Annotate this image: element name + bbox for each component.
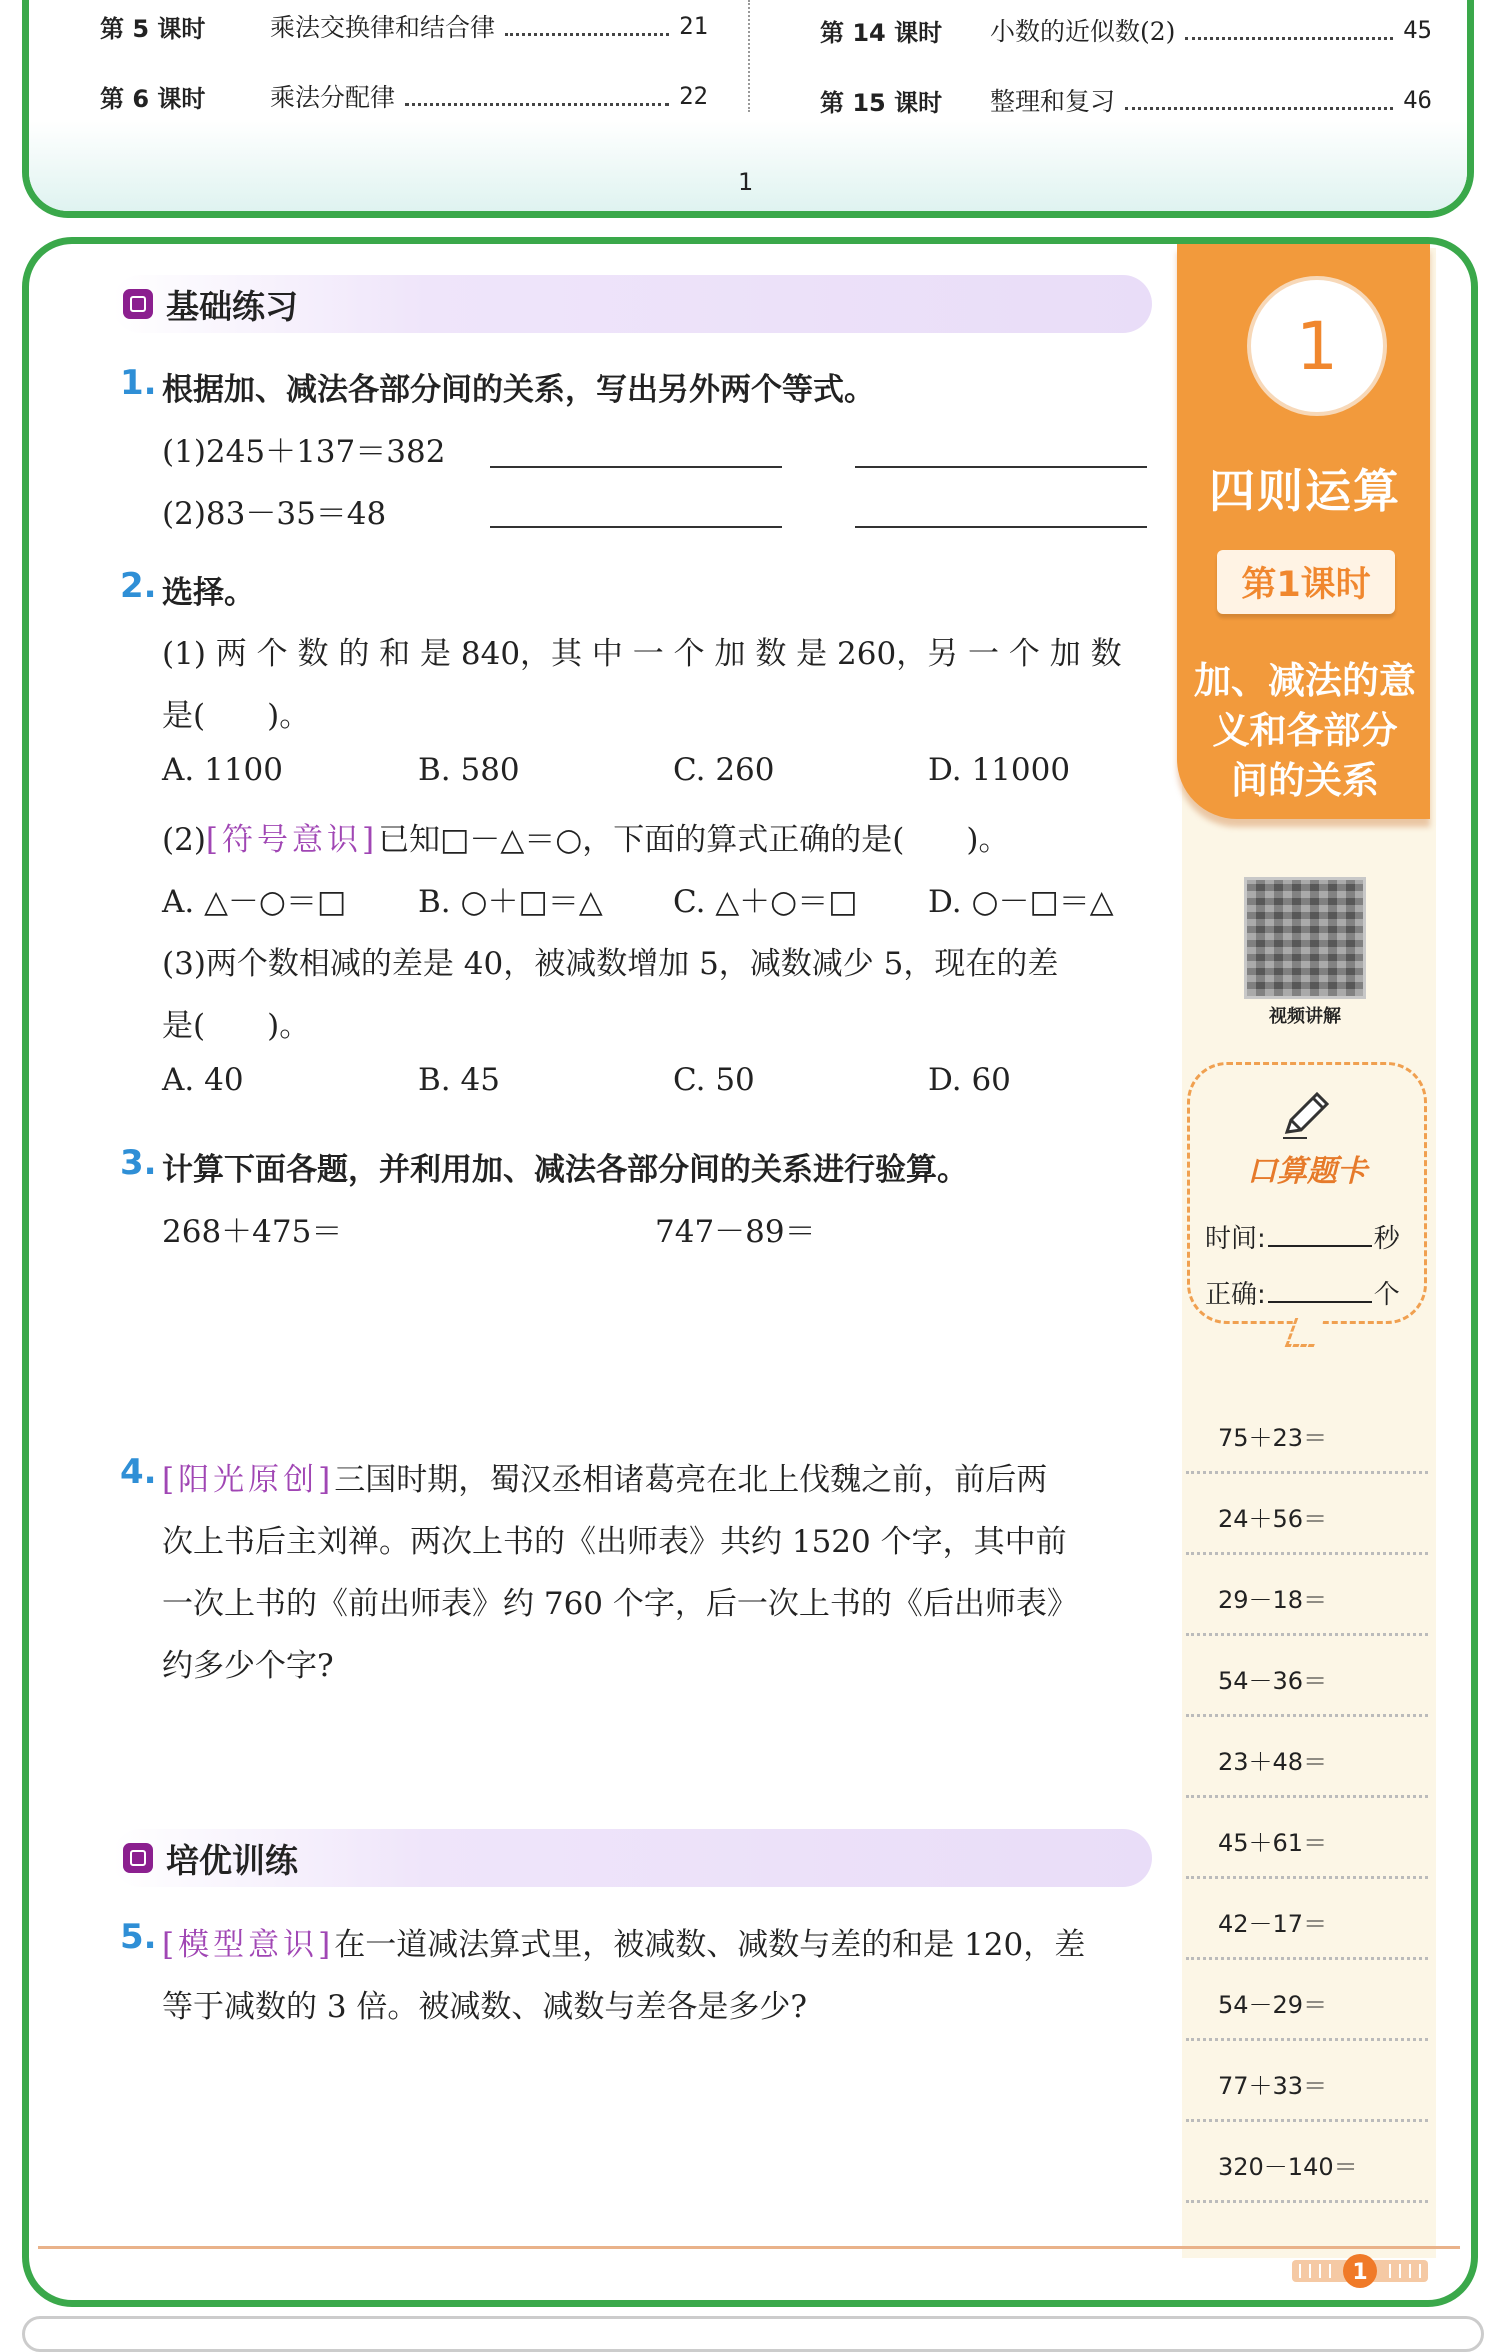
toc-lesson: 第 14 课时 xyxy=(820,18,943,47)
toc-title: 乘法交换律和结合律 xyxy=(270,13,496,42)
option[interactable]: B. ○＋□＝△ xyxy=(418,884,603,920)
option[interactable]: C. △＋○＝□ xyxy=(673,884,858,920)
skill-tag: [符号意识] xyxy=(205,822,379,858)
question-line: 是( )。 xyxy=(162,1008,311,1044)
lesson-desc-line: 加、减法的意 xyxy=(1194,659,1416,702)
question-text: 根据加、减法各部分间的关系，写出另外两个等式。 xyxy=(162,372,875,408)
option[interactable]: B. 580 xyxy=(418,752,520,788)
calc-expression: 54－36＝ xyxy=(1218,1667,1328,1695)
calc-item[interactable] xyxy=(1186,1880,1428,1960)
question-line: 次上书后主刘禅。两次上书的《出师表》共约 1520 个字，其中前 xyxy=(162,1524,1067,1560)
option[interactable]: D. 60 xyxy=(928,1062,1011,1098)
question-line: 约多少个字? xyxy=(162,1648,334,1684)
calc-expression: 42－17＝ xyxy=(1218,1910,1328,1938)
toc-page: 22 xyxy=(679,82,708,110)
toc-row[interactable] xyxy=(820,10,1432,50)
lesson-desc-line: 间的关系 xyxy=(1231,759,1379,802)
question-number: 2. xyxy=(120,566,157,606)
calc-expression: 29－18＝ xyxy=(1218,1586,1328,1614)
time-field[interactable] xyxy=(1205,1218,1400,1255)
calc-item[interactable] xyxy=(1186,1475,1428,1555)
calc-divider xyxy=(1186,1552,1428,1555)
answer-line[interactable] xyxy=(855,526,1147,528)
lesson-desc-line: 义和各部分 xyxy=(1212,709,1398,752)
toc-dots xyxy=(1185,21,1393,40)
toc-page: 46 xyxy=(1403,86,1432,114)
toc-lesson: 第 6 课时 xyxy=(100,84,206,113)
calc-item[interactable] xyxy=(1186,1799,1428,1879)
option[interactable]: D. 11000 xyxy=(928,752,1071,788)
calc-expression: 23＋48＝ xyxy=(1218,1748,1328,1776)
chapter-number-badge: 1 xyxy=(1247,276,1387,416)
calc-item[interactable] xyxy=(1186,1637,1428,1717)
pencil-icon xyxy=(1277,1086,1337,1142)
toc-page: 21 xyxy=(679,12,708,40)
calc-divider xyxy=(1186,1714,1428,1717)
calc-item[interactable] xyxy=(1186,1556,1428,1636)
calc-divider xyxy=(1186,2038,1428,2041)
toc-page-number: 1 xyxy=(738,168,754,196)
toc-bottom-band xyxy=(29,121,1467,211)
question-number: 3. xyxy=(120,1143,157,1183)
expression: 747－89＝ xyxy=(655,1214,816,1250)
calc-divider xyxy=(1186,2119,1428,2122)
question-line: 一次上书的《前出师表》约 760 个字，后一次上书的《后出师表》 xyxy=(162,1586,1078,1622)
toc-lesson: 第 15 课时 xyxy=(820,88,943,117)
calc-divider xyxy=(1186,1633,1428,1636)
answer-line[interactable] xyxy=(490,466,782,468)
option[interactable]: A. 1100 xyxy=(162,752,283,788)
toc-dots xyxy=(1125,91,1393,110)
question-text: 已知□－△＝○，下面的算式正确的是( )。 xyxy=(378,822,1010,858)
oral-card-title: 口算题卡 xyxy=(1247,1154,1367,1189)
option[interactable]: D. ○－□＝△ xyxy=(928,884,1114,920)
question-number: 1. xyxy=(120,363,157,403)
time-label: 时间: xyxy=(1205,1224,1266,1254)
calc-expression: 320－140＝ xyxy=(1218,2153,1358,2181)
time-unit: 秒 xyxy=(1373,1224,1400,1254)
toc-page: 45 xyxy=(1403,16,1432,44)
question-line xyxy=(162,1919,1085,1964)
skill-tag: [模型意识] xyxy=(162,1927,335,1963)
equation: (2)83－35＝48 xyxy=(162,496,387,532)
section-icon xyxy=(123,1843,153,1873)
calc-item[interactable] xyxy=(1186,2123,1428,2203)
question-line: (1) 两 个 数 的 和 是 840，其 中 一 个 加 数 是 260，另 一 个 加 数 xyxy=(162,636,1122,672)
time-blank[interactable] xyxy=(1268,1245,1372,1247)
toc-dots xyxy=(505,17,669,36)
calc-divider xyxy=(1186,2200,1428,2203)
calc-divider xyxy=(1186,1957,1428,1960)
calc-expression: 77＋33＝ xyxy=(1218,2072,1328,2100)
footer-page-number: 1 xyxy=(1352,2260,1368,2285)
calc-expression: 24＋56＝ xyxy=(1218,1505,1328,1533)
calc-item[interactable] xyxy=(1186,2042,1428,2122)
question-text: 选择。 xyxy=(162,575,255,611)
answer-line[interactable] xyxy=(855,466,1147,468)
question-number: 4. xyxy=(120,1452,157,1492)
question-line: 是( )。 xyxy=(162,698,311,734)
question-text: 三国时期，蜀汉丞相诸葛亮在北上伐魏之前，前后两 xyxy=(334,1462,1048,1498)
section-icon xyxy=(123,289,153,319)
toc-lesson: 第 5 课时 xyxy=(100,14,206,43)
toc-row[interactable] xyxy=(100,76,708,116)
footer-rule xyxy=(38,2246,1460,2249)
qr-code[interactable] xyxy=(1244,877,1366,999)
toc-title: 整理和复习 xyxy=(990,87,1116,116)
toc-title: 小数的近似数(2) xyxy=(990,17,1176,46)
section-title: 培优训练 xyxy=(166,1841,298,1880)
lesson-badge: 第1课时 xyxy=(1217,550,1395,614)
correct-unit: 个 xyxy=(1373,1280,1400,1310)
question-line xyxy=(162,1454,1047,1499)
option[interactable]: C. 260 xyxy=(673,752,775,788)
correct-blank[interactable] xyxy=(1268,1301,1372,1303)
toc-row[interactable] xyxy=(820,80,1432,120)
question-line: (3)两个数相减的差是 40，被减数增加 5，减数减少 5，现在的差 xyxy=(162,946,1059,982)
calc-item[interactable] xyxy=(1186,1394,1428,1474)
toc-dots xyxy=(405,87,669,106)
answer-line[interactable] xyxy=(490,526,782,528)
option[interactable]: A. △－○＝□ xyxy=(162,884,347,920)
skill-tag: [阳光原创] xyxy=(162,1462,335,1498)
calc-item[interactable] xyxy=(1186,1961,1428,2041)
calc-expression: 54－29＝ xyxy=(1218,1991,1328,2019)
qr-label: 视频讲解 xyxy=(1269,1006,1341,1027)
section-title: 基础练习 xyxy=(166,287,298,326)
lesson-description xyxy=(1180,656,1430,806)
equation: (1)245＋137＝382 xyxy=(162,434,446,470)
toc-row[interactable] xyxy=(100,6,708,46)
page-number-badge xyxy=(1290,2252,1430,2290)
chapter-name: 四则运算 xyxy=(1209,464,1401,518)
expression: 268＋475＝ xyxy=(162,1214,343,1250)
calc-expression: 45＋61＝ xyxy=(1218,1829,1328,1857)
calc-item[interactable] xyxy=(1186,1718,1428,1798)
question-line xyxy=(162,814,1010,859)
option[interactable]: B. 45 xyxy=(418,1062,500,1098)
question-number: 5. xyxy=(120,1917,157,1957)
question-line: 等于减数的 3 倍。被减数、减数与差各是多少? xyxy=(162,1989,808,2025)
question-text: 计算下面各题，并利用加、减法各部分间的关系进行验算。 xyxy=(162,1152,968,1188)
option[interactable]: A. 40 xyxy=(162,1062,244,1098)
question-text: 在一道减法算式里，被减数、减数与差的和是 120，差 xyxy=(334,1927,1086,1963)
correct-field[interactable] xyxy=(1205,1274,1400,1311)
toc-title: 乘法分配律 xyxy=(270,83,396,112)
subquestion-number: (2) xyxy=(162,822,206,858)
calc-divider xyxy=(1186,1876,1428,1879)
toc-divider xyxy=(748,0,750,112)
option[interactable]: C. 50 xyxy=(673,1062,755,1098)
calc-divider xyxy=(1186,1471,1428,1474)
correct-label: 正确: xyxy=(1205,1280,1266,1310)
calc-expression: 75＋23＝ xyxy=(1218,1424,1328,1452)
calc-divider xyxy=(1186,1795,1428,1798)
next-card-edge xyxy=(22,2316,1484,2352)
